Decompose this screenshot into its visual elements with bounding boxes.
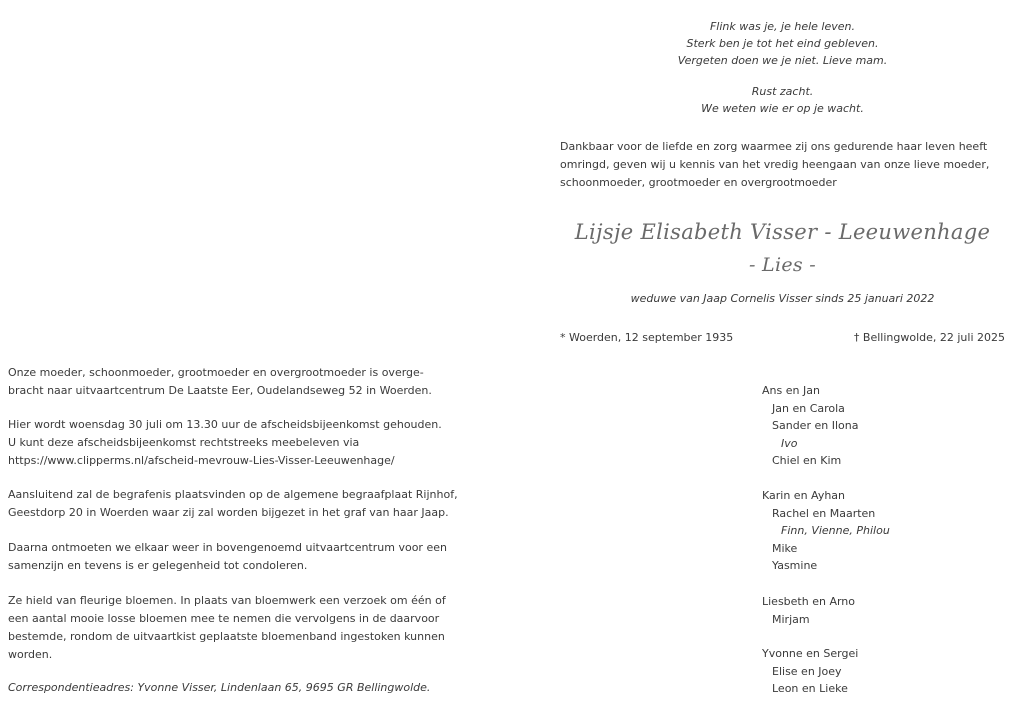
family-member: Finn, Vienne, Philou <box>781 524 890 538</box>
family-member: Elise en Joey <box>772 664 842 678</box>
livestream-link[interactable]: https://www.clipperms.nl/afscheid-mevrouw-Lies-Visser-Leeuwenhage/ <box>8 454 395 467</box>
poem-line: Sterk ben je tot het eind gebleven. <box>686 37 879 50</box>
family-member: Yvonne en Sergei <box>762 647 859 660</box>
family-group-3 <box>762 593 855 628</box>
widow-line: weduwe van Jaap Cornelis Visser sinds 25 januari 2022 <box>630 292 935 305</box>
family-member: Jan en Carola <box>772 401 845 415</box>
announcement-intro <box>560 138 1005 192</box>
family-member: Yasmine <box>772 559 818 573</box>
paragraph-transfer <box>8 364 478 400</box>
family-member: Liesbeth en Arno <box>762 595 856 608</box>
paragraph-flowers <box>8 592 478 664</box>
paragraph-line: bracht naar uitvaartcentrum De Laatste Eer, Oudelandseweg 52 in Woerden. <box>8 384 432 397</box>
family-member: Mike <box>772 541 798 555</box>
paragraph-burial <box>8 486 478 522</box>
poem-line: Rust zacht. <box>751 85 814 98</box>
family-group-2 <box>762 487 890 575</box>
family-member: Chiel en Kim <box>772 454 842 468</box>
family-group-1 <box>762 382 858 470</box>
poem-line: Vergeten doen we je niet. Lieve mam. <box>677 54 888 67</box>
paragraph-line: Daarna ontmoeten we elkaar weer in bovengenoemd uitvaartcentrum voor een <box>8 541 447 554</box>
intro-line: Dankbaar voor de liefde en zorg waarmee zij ons gedurende haar leven heeft <box>560 140 988 153</box>
family-member: Leon en Lieke <box>772 682 848 696</box>
poem-stanza-2 <box>560 83 1005 117</box>
poem-line: We weten wie er op je wacht. <box>701 102 864 115</box>
deceased-full-name: Lijsje Elisabeth Visser - Leeuwenhage <box>574 220 991 244</box>
poem-stanza-1 <box>560 18 1005 69</box>
paragraph-line: Geestdorp 20 in Woerden waar zij zal worden bijgezet in het graf van haar Jaap. <box>8 506 449 519</box>
family-group-4 <box>762 645 858 698</box>
deceased-nickname: - Lies - <box>748 254 816 276</box>
paragraph-line: Hier wordt woensdag 30 juli om 13.30 uur de afscheidsbijeenkomst gehouden. <box>8 418 442 431</box>
paragraph-line: een aantal mooie losse bloemen mee te nemen die vervolgens in de daarvoor <box>8 612 440 625</box>
paragraph-line: Aansluitend zal de begrafenis plaatsvinden op de algemene begraafplaat Rijnhof, <box>8 488 458 501</box>
family-member: Karin en Ayhan <box>762 489 846 502</box>
family-member: Ivo <box>781 436 798 450</box>
correspondence-address: Correspondentieadres: Yvonne Visser, Lindenlaan 65, 9695 GR Bellingwolde. <box>8 681 431 694</box>
paragraph-condolence <box>8 539 478 575</box>
paragraph-line: worden. <box>8 648 53 661</box>
death-line: † Bellingwolde, 22 juli 2025 <box>853 331 1005 344</box>
paragraph-line: Ze hield van fleurige bloemen. In plaats van bloemwerk een verzoek om één of <box>8 594 446 607</box>
family-member: Ans en Jan <box>762 384 820 397</box>
intro-line: omringd, geven wij u kennis van het vredig heengaan van onze lieve moeder, <box>560 158 990 171</box>
paragraph-line: bestemde, rondom de uitvaartkist geplaatste bloemenband ingestoken kunnen <box>8 630 445 643</box>
paragraph-ceremony <box>8 416 478 470</box>
paragraph-line: Onze moeder, schoonmoeder, grootmoeder en overgrootmoeder is overge- <box>8 366 424 379</box>
family-member: Sander en Ilona <box>772 419 859 433</box>
intro-line: schoonmoeder, grootmoeder en overgrootmoeder <box>560 176 837 189</box>
poem-line: Flink was je, je hele leven. <box>709 20 855 33</box>
family-member: Mirjam <box>772 612 810 626</box>
family-member: Rachel en Maarten <box>772 506 876 520</box>
birth-line: * Woerden, 12 september 1935 <box>560 331 734 344</box>
paragraph-line: samenzijn en tevens is er gelegenheid tot condoleren. <box>8 559 308 572</box>
paragraph-line: U kunt deze afscheidsbijeenkomst rechtstreeks meebeleven via <box>8 436 360 449</box>
